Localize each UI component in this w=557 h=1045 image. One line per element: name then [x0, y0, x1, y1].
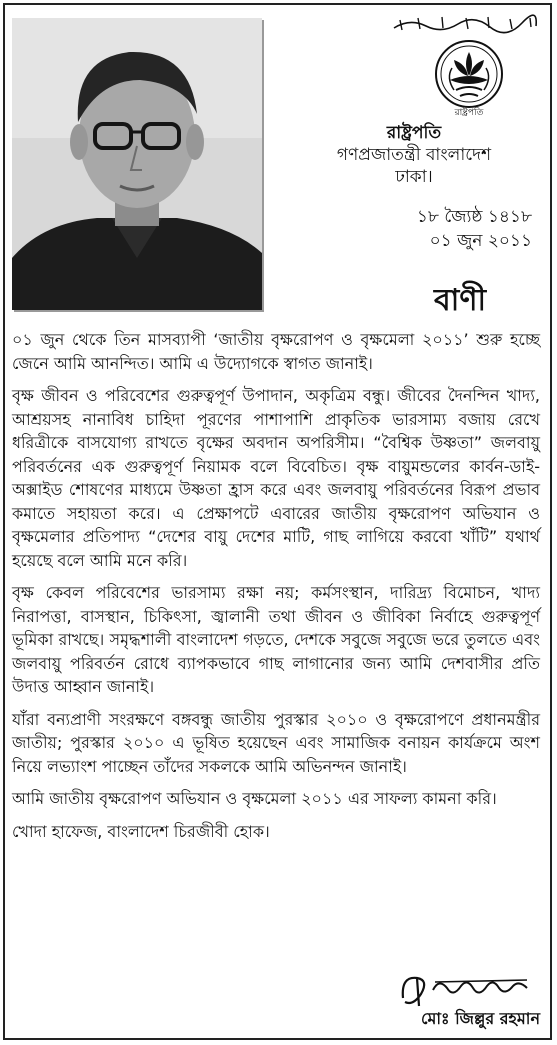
date-block: [300, 205, 532, 253]
office-address-block: [290, 122, 538, 188]
message-paragraph: যাঁরা বন্যপ্রাণী সংরক্ষণে বঙ্গবন্ধু জাতীয় পুরস্কার ২০১০ ও বৃক্ষরোপণে প্রধানমন্ত্রীর জাতীয়; পুরস্কার ২০১০ এ ভূষিত হয়েছেন এবং সামাজিক বনায়ন কার্যক্রমে অংশ নিয়ে লভ্যাংশ পাচ্ছেন তাঁদের সকলকে আমি অভিনন্দন জানাই।: [12, 709, 540, 776]
signer-name: মোঃ জিল্লুর রহমান: [420, 1009, 540, 1028]
emblem-caption: রাষ্ট্রপতি: [454, 108, 484, 116]
city-name: ঢাকা।: [395, 167, 433, 187]
office-title: রাষ্ট্রপতি: [386, 123, 442, 143]
date-gregorian: ০১ জুন ২০১১: [429, 231, 532, 251]
date-bengali: ১৮ জ্যৈষ্ঠ ১৪১৮: [416, 207, 532, 227]
handwritten-signature: [395, 968, 535, 1012]
message-paragraph: বৃক্ষ কেবল পরিবেশের ভারসাম্য রক্ষা নয়; কর্মসংস্থান, দারিদ্র্য বিমোচন, খাদ্য নিরাপত্তা, বাসস্থান, চিকিৎসা, জ্বালানী তথা জীবন ও জীবিকা নির্বাহে গুরুত্বপূর্ণ ভূমিকা রাখছে। সমৃদ্ধশালী বাংলাদেশ গড়তে, দেশকে সবুজে সবুজে ভরে তুলতে এবং জলবায়ু পরিবর্তন রোধে ব্যাপকভাবে গাছ লাগানোর জন্য আমি দেশবাসীর প্রতি উদাত্ত আহ্বান জানাই।: [12, 583, 540, 696]
message-paragraph: খোদা হাফেজ, বাংলাদেশ চিরজীবী হোক।: [12, 821, 270, 841]
portrait-photo: [12, 18, 262, 310]
message-paragraph: বৃক্ষ জীবন ও পরিবেশের গুরুত্বপূর্ণ উপাদান, অকৃত্রিম বন্ধু। জীবের দৈনন্দিন খাদ্য, আশ্রয়সহ নানাবিধ চাহিদা পূরণের পাশাপাশি প্রাকৃতিক ভারসাম্য বজায় রেখে ধরিত্রীকে বাসযোগ্য রাখতে বৃক্ষের অবদান অপরিসীম। “বৈশ্বিক উষ্ণতা” জলবায়ু পরিবর্তনের এক গুরুত্বপূর্ণ নিয়ামক বলে বিবেচিত। বৃক্ষ বায়ুমন্ডলের কার্বন-ডাই-অক্সাইড শোষণের মাধ্যমে উষ্ণতা হ্রাস করে এবং জলবায়ু পরিবর্তনের বিরূপ প্রভাব কমাতে সহায়তা করে। এ প্রেক্ষাপটে এবারের জাতীয় বৃক্ষরোপণ অভিযান ও বৃক্ষমেলার প্রতিপাদ্য “দেশের বায়ু দেশের মাটি, গাছ লাগিয়ে করবো খাঁটি” যথার্থ হয়েছে বলে আমি মনে করি।: [12, 386, 540, 570]
presidential-emblem: [432, 38, 506, 116]
message-paragraph: আমি জাতীয় বৃক্ষরোপণ অভিযান ও বৃক্ষমেলা ২০১১ এর সাফল্য কামনা করি।: [12, 789, 497, 808]
message-body: [12, 328, 540, 852]
message-paragraph: ০১ জুন থেকে তিন মাসব্যাপী ‘জাতীয় বৃক্ষরোপণ ও বৃক্ষমেলা ২০১১’ শুরু হচ্ছে জেনে আমি আনন্দিত। আমি এ উদ্যোগকে স্বাগত জানাই।: [12, 330, 540, 373]
message-heading: বাণী: [433, 283, 487, 318]
bismillah-calligraphy: [390, 12, 540, 34]
country-name: গণপ্রজাতন্ত্রী বাংলাদেশ: [336, 145, 492, 165]
